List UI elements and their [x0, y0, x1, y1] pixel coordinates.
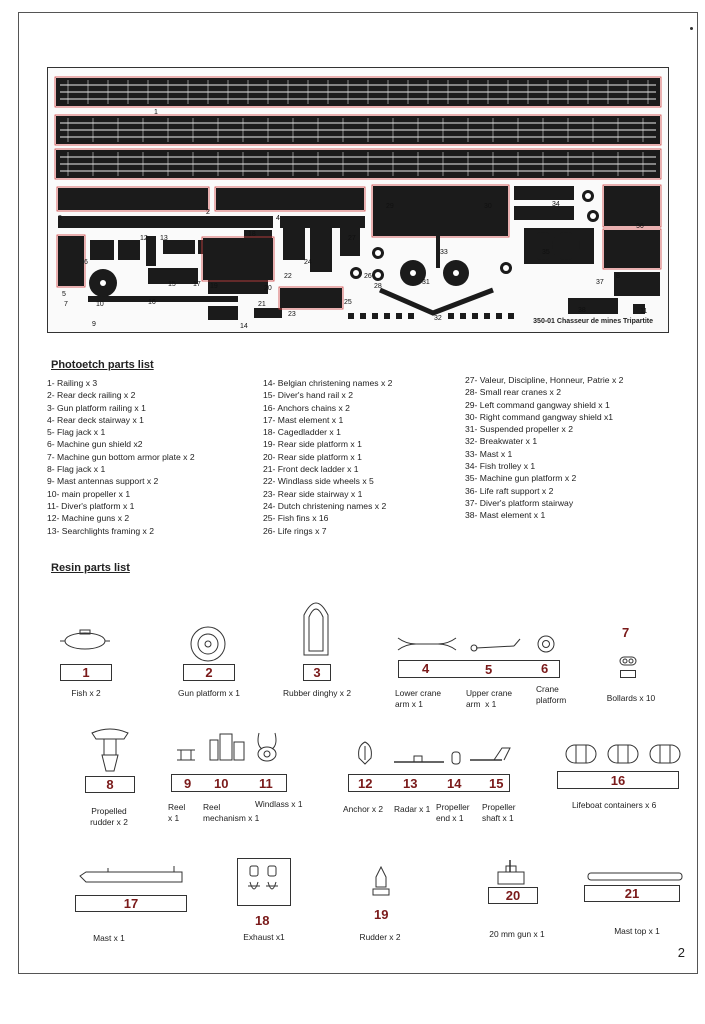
- part-number-8: 8: [85, 776, 135, 793]
- svg-text:20: 20: [264, 285, 272, 292]
- list-item: 35- Machine gun platform x 2: [465, 473, 577, 484]
- svg-text:5: 5: [62, 291, 66, 298]
- svg-text:35: 35: [542, 249, 550, 256]
- part-label-17: Mast x 1: [93, 933, 125, 943]
- part-number-14: 14: [447, 776, 462, 791]
- part-number-20: 20: [488, 887, 538, 904]
- svg-text:22: 22: [284, 273, 292, 280]
- svg-text:21: 21: [258, 301, 266, 308]
- crane-platform-drawing: [536, 634, 556, 654]
- rudder-drawing: [372, 865, 390, 897]
- svg-text:34: 34: [552, 201, 560, 208]
- photoetch-fret-illustration: [47, 67, 669, 333]
- svg-text:37: 37: [596, 279, 604, 286]
- svg-text:2: 2: [206, 209, 210, 216]
- fret-caption: 350-01 Chasseur de mines Tripartite: [533, 318, 653, 325]
- part-number-18: 18: [255, 913, 270, 928]
- part-number-15: 15: [489, 776, 504, 791]
- svg-text:3: 3: [58, 215, 62, 222]
- list-item: 34- Fish trolley x 1: [465, 461, 536, 472]
- svg-text:6: 6: [84, 259, 88, 266]
- part-number-6: 6: [541, 661, 549, 676]
- svg-text:16: 16: [148, 299, 156, 306]
- part-label-12: Anchor x 2: [343, 804, 384, 814]
- list-item: 23- Rear side stairway x 1: [263, 488, 363, 499]
- part-number-5: 5: [485, 662, 493, 677]
- list-item: 6- Machine gun shield x2: [47, 439, 143, 450]
- list-item: 1- Railing x 3: [47, 378, 98, 388]
- part-number-2: 2: [183, 664, 235, 681]
- svg-text:11: 11: [640, 308, 648, 315]
- part-number-13: 13: [403, 776, 418, 791]
- list-item: 9- Mast antennas support x 2: [47, 476, 159, 487]
- reel-mechanism-drawing: [208, 732, 246, 762]
- list-item: 20- Rear side platform x 1: [263, 451, 362, 462]
- part-number-16: 16: [557, 771, 679, 789]
- part-number-1: 1: [60, 664, 112, 681]
- svg-text:31: 31: [422, 279, 430, 286]
- list-item: 13- Searchlights framing x 2: [47, 525, 154, 536]
- list-item: 15- Diver's hand rail x 2: [263, 390, 354, 401]
- part-number-7: 7: [622, 625, 630, 640]
- svg-text:23: 23: [288, 311, 296, 318]
- list-item: 28- Small rear cranes x 2: [465, 387, 561, 398]
- list-item: 30- Right command gangway shield x1: [465, 411, 614, 422]
- gun-platform-drawing: [188, 624, 228, 664]
- svg-text:33: 33: [440, 249, 448, 256]
- list-item: 16- Anchors chains x 2: [263, 402, 350, 413]
- part-number-3: 3: [303, 664, 331, 681]
- list-item: 26- Life rings x 7: [263, 525, 327, 536]
- part-7-box: [620, 670, 636, 678]
- list-item: 8- Flag jack x 1: [47, 464, 106, 475]
- resin-list-title: Resin parts list: [51, 562, 130, 574]
- part-number-17: 17: [75, 895, 187, 912]
- list-item: 27- Valeur, Discipline, Honneur, Patrie x 2: [465, 375, 624, 385]
- svg-text:19: 19: [210, 283, 218, 290]
- list-item: 32- Breakwater x 1: [465, 436, 538, 447]
- part-label-10: Reel mechanism x 1: [203, 802, 260, 823]
- anchor-drawing: [355, 740, 375, 766]
- part-label-7: Bollards x 10: [606, 693, 656, 703]
- svg-text:24: 24: [304, 259, 312, 266]
- part-label-15: Propeller shaft x 1: [482, 802, 516, 823]
- part-number-21: 21: [584, 885, 680, 902]
- part-label-11: Windlass x 1: [255, 799, 303, 809]
- svg-text:9: 9: [92, 321, 96, 328]
- list-item: 4- Rear deck stairway x 1: [47, 414, 144, 425]
- part-number-9: 9: [184, 776, 192, 791]
- part-number-19: 19: [374, 907, 389, 922]
- rubber-dinghy-drawing: [300, 595, 332, 663]
- svg-text:28: 28: [374, 283, 382, 290]
- fret-drawing: [48, 68, 669, 333]
- exhaust-drawing: [244, 864, 284, 900]
- list-item: 33- Mast x 1: [465, 448, 513, 459]
- photoetch-list-col2: [263, 377, 392, 537]
- list-item: 3- Gun platform railing x 1: [47, 402, 146, 413]
- svg-text:12: 12: [140, 235, 148, 242]
- part-label-4: Lower crane arm x 1: [395, 688, 442, 709]
- part-label-6: Crane platform: [536, 684, 567, 705]
- part-label-8: Propelled rudder x 2: [90, 806, 128, 827]
- propelled-rudder-drawing: [88, 727, 132, 773]
- part-label-2: Gun platform x 1: [178, 688, 240, 698]
- svg-text:7: 7: [64, 301, 68, 308]
- part-label-3: Rubber dinghy x 2: [283, 688, 351, 698]
- 20mm-gun-drawing: [494, 858, 530, 886]
- part-label-19: Rudder x 2: [359, 932, 401, 942]
- svg-text:10: 10: [96, 301, 104, 308]
- svg-text:32: 32: [434, 315, 442, 322]
- svg-text:1: 1: [154, 109, 158, 116]
- svg-text:26: 26: [364, 273, 372, 280]
- svg-text:8: 8: [616, 273, 620, 280]
- photoetch-list-title: Photoetch parts list: [51, 359, 154, 371]
- part-label-9: Reel x 1: [168, 802, 186, 823]
- part-number-10: 10: [214, 776, 229, 791]
- part-label-20: 20 mm gun x 1: [489, 929, 545, 939]
- part-number-12: 12: [358, 776, 373, 791]
- list-item: 22- Windlass side wheels x 5: [263, 476, 374, 487]
- part-label-21: Mast top x 1: [614, 926, 660, 936]
- part-number-11: 11: [259, 776, 273, 791]
- list-item: 10- main propeller x 1: [47, 488, 131, 499]
- propeller-end-drawing: [449, 750, 463, 766]
- radar-drawing: [392, 752, 446, 766]
- part-number-4: 4: [422, 661, 430, 676]
- lifeboat-containers-drawing: [562, 743, 690, 765]
- list-item: 25- Fish fins x 16: [263, 513, 329, 524]
- list-item: 29- Left command gangway shield x 1: [465, 399, 610, 410]
- mast-drawing: [78, 862, 186, 886]
- photoetch-list-col1: [47, 377, 195, 537]
- lower-crane-arm-drawing: [396, 634, 458, 654]
- mast-top-drawing: [586, 870, 684, 884]
- svg-text:14: 14: [240, 323, 248, 330]
- bollard-drawing: [618, 655, 638, 667]
- svg-text:4: 4: [276, 215, 280, 222]
- part-label-18: Exhaust x1: [243, 932, 285, 942]
- list-item: 36- Life raft support x 2: [465, 485, 554, 496]
- page-number: 2: [677, 945, 685, 960]
- list-item: 7- Machine gun bottom armor plate x 2: [47, 451, 195, 462]
- svg-text:13: 13: [160, 235, 168, 242]
- list-item: 5- Flag jack x 1: [47, 427, 106, 438]
- windlass-drawing: [254, 731, 280, 763]
- list-item: 24- Dutch christening names x 2: [263, 500, 387, 511]
- list-item: 21- Front deck ladder x 1: [263, 464, 359, 475]
- list-item: 14- Belgian christening names x 2: [263, 378, 393, 388]
- photoetch-list-col3: [465, 374, 623, 522]
- svg-text:29: 29: [386, 203, 394, 210]
- svg-text:17: 17: [193, 281, 201, 288]
- svg-text:15: 15: [168, 281, 176, 288]
- part-label-16: Lifeboat containers x 6: [572, 800, 657, 810]
- list-item: 38- Mast element x 1: [465, 510, 546, 521]
- corner-mark: [690, 27, 693, 30]
- list-item: 2- Rear deck railing x 2: [47, 390, 136, 401]
- svg-text:27: 27: [348, 235, 356, 242]
- part-label-1: Fish x 2: [71, 688, 101, 698]
- svg-text:36: 36: [636, 223, 644, 230]
- part-label-5: Upper crane arm x 1: [466, 688, 513, 709]
- svg-text:38: 38: [578, 307, 586, 314]
- list-item: 11- Diver's platform x 1: [47, 500, 135, 511]
- fish-part-drawing: [58, 628, 112, 654]
- list-item: 12- Machine guns x 2: [47, 513, 130, 524]
- svg-text:30: 30: [484, 203, 492, 210]
- svg-text:18: 18: [248, 231, 256, 238]
- reel-drawing: [175, 746, 197, 764]
- list-item: 19- Rear side platform x 1: [263, 439, 362, 450]
- upper-crane-arm-drawing: [468, 636, 524, 652]
- list-item: 18- Cagedladder x 1: [263, 427, 341, 438]
- list-item: 31- Suspended propeller x 2: [465, 424, 573, 435]
- propeller-shaft-drawing: [468, 744, 512, 766]
- part-label-13: Radar x 1: [394, 804, 431, 814]
- part-label-14: Propeller end x 1: [436, 802, 470, 823]
- list-item: 17- Mast element x 1: [263, 414, 344, 425]
- svg-text:25: 25: [344, 299, 352, 306]
- list-item: 37- Diver's platform stairway: [465, 497, 574, 508]
